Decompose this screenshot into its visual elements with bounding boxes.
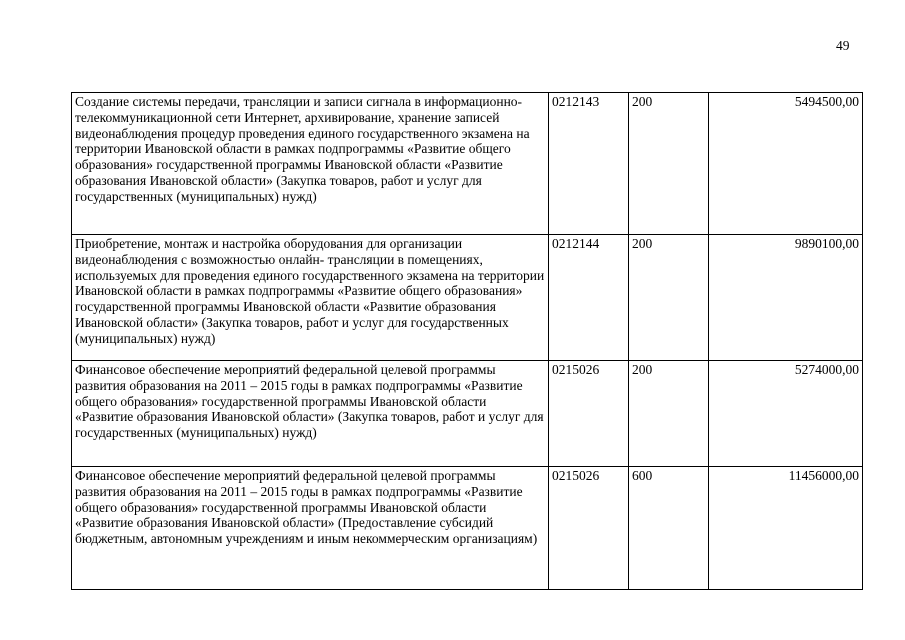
row-expense-type: 200	[629, 361, 709, 467]
row-target-code: 0212144	[549, 235, 629, 361]
row-target-code: 0215026	[549, 467, 629, 590]
row-amount: 5494500,00	[709, 93, 863, 235]
row-expense-type: 200	[629, 93, 709, 235]
table-row	[72, 361, 863, 467]
row-description: Создание системы передачи, трансляции и записи сигнала в информационно-телекоммуникационной сети Интернет, архивирование, хранение записей видеонаблюдения процедур проведения единого государственного экзамена на территории Ивановской области в рамках подпрограммы «Развитие общего образования» государственной программы Ивановской области «Развитие образования Ивановской области» (Закупка товаров, работ и услуг для государственных (муниципальных) нужд)	[72, 93, 549, 235]
row-description: Финансовое обеспечение мероприятий федеральной целевой программы развития образования на 2011 – 2015 годы в рамках подпрограммы «Развитие общего образования» государственной программы Ивановской области «Развитие образования Ивановской области» (Закупка товаров, работ и услуг для государственных (муниципальных) нужд)	[72, 361, 549, 467]
table-row	[72, 467, 863, 590]
row-expense-type: 600	[629, 467, 709, 590]
budget-table	[71, 92, 863, 590]
row-description: Приобретение, монтаж и настройка оборудования для организации видеонаблюдения с возможностью онлайн- трансляции в помещениях, используемых для проведения единого государственного экзамена на территории Ивановской области в рамках подпрограммы «Развитие общего образования» государственной программы Ивановской области «Развитие образования Ивановской области» (Закупка товаров, работ и услуг для государственных (муниципальных) нужд)	[72, 235, 549, 361]
row-amount: 9890100,00	[709, 235, 863, 361]
row-target-code: 0212143	[549, 93, 629, 235]
row-amount: 11456000,00	[709, 467, 863, 590]
row-description: Финансовое обеспечение мероприятий федеральной целевой программы развития образования на 2011 – 2015 годы в рамках подпрограммы «Развитие общего образования» государственной программы Ивановской области «Развитие образования Ивановской области» (Предоставление субсидий бюджетным, автономным учреждениям и иным некоммерческим организациям)	[72, 467, 549, 590]
row-amount: 5274000,00	[709, 361, 863, 467]
table-row	[72, 93, 863, 235]
table-row	[72, 235, 863, 361]
row-expense-type: 200	[629, 235, 709, 361]
row-target-code: 0215026	[549, 361, 629, 467]
page-number: 49	[836, 38, 850, 53]
